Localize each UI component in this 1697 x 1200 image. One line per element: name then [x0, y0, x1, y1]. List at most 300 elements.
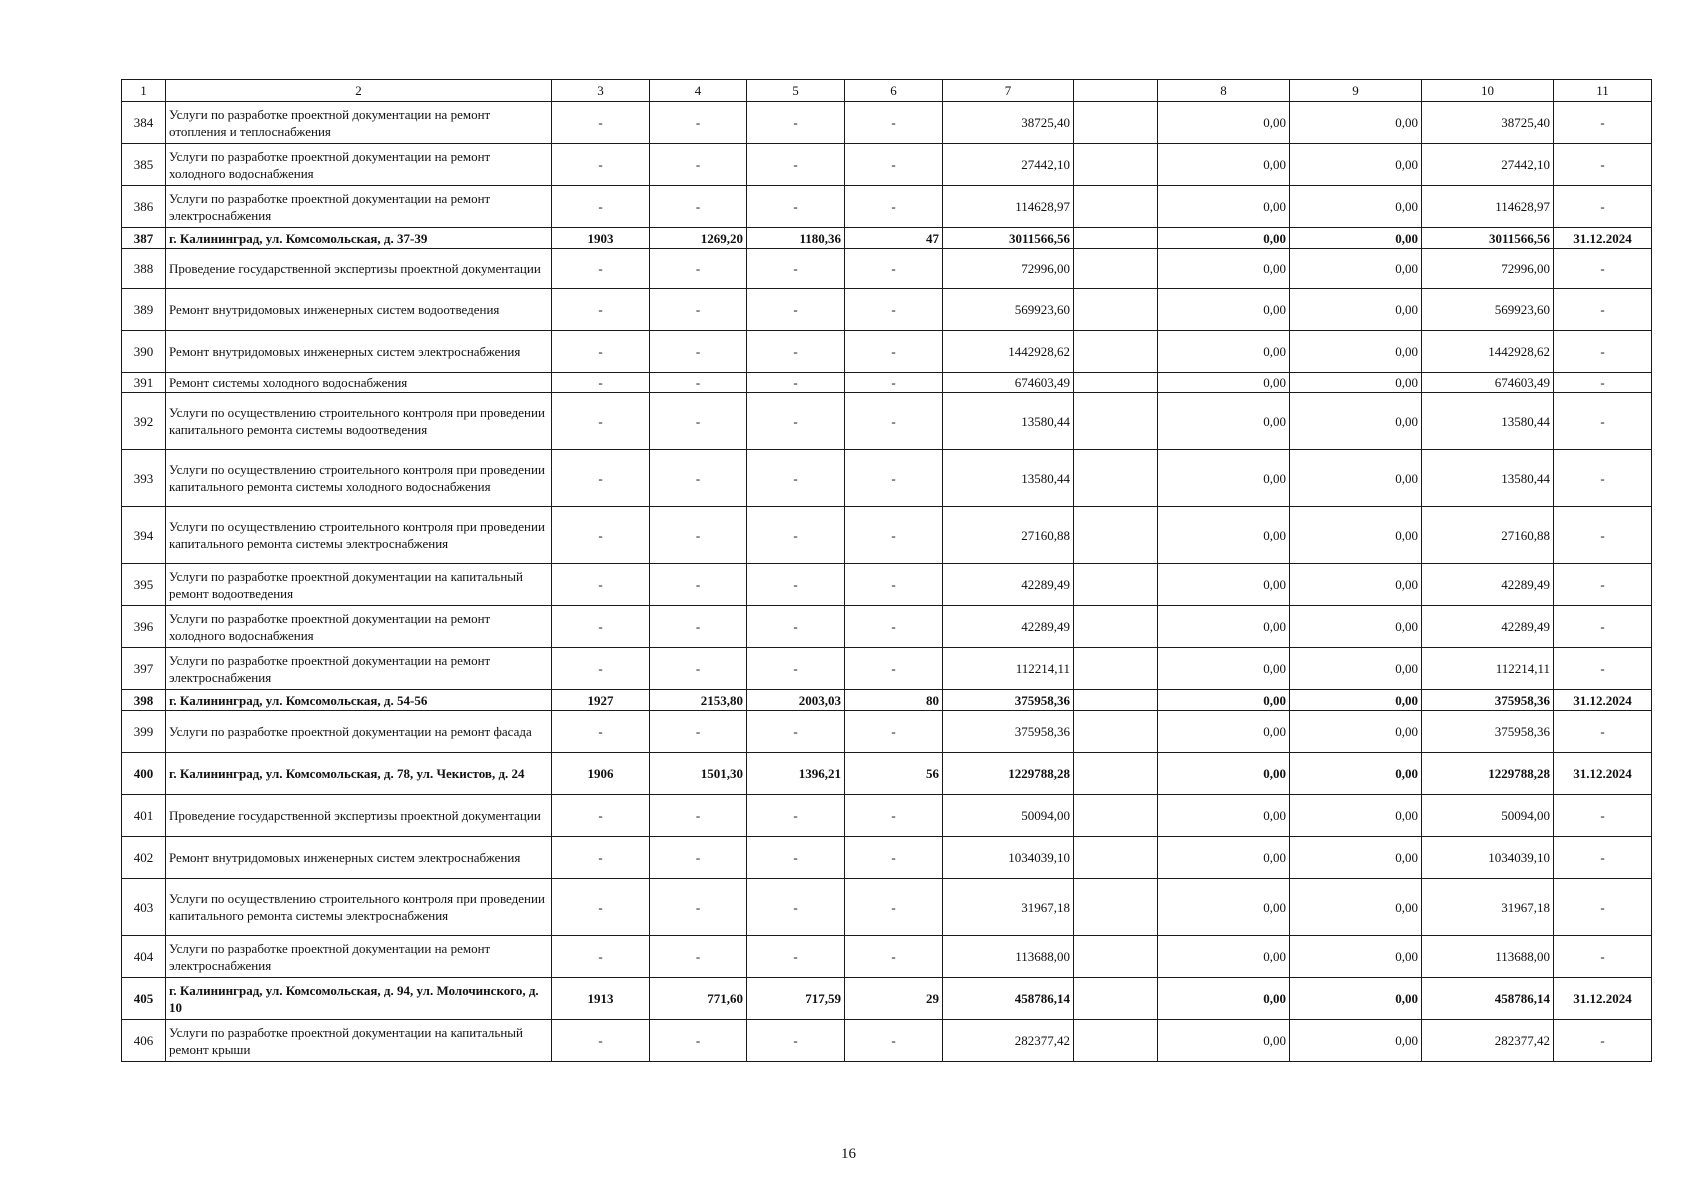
row-name: Услуги по разработке проектной документации на ремонт электроснабжения: [166, 186, 552, 228]
row-residents: -: [845, 606, 943, 648]
row-area-living: -: [747, 606, 845, 648]
row-cost-federal: 0,00: [1158, 753, 1290, 795]
row-deadline: -: [1554, 373, 1652, 393]
row-name: Услуги по разработке проектной документации на капитальный ремонт водоотведения: [166, 564, 552, 606]
row-cost-owners: 38725,40: [1422, 102, 1554, 144]
row-deadline: -: [1554, 289, 1652, 331]
row-cost-regional: 0,00: [1290, 837, 1422, 879]
row-residents: -: [845, 331, 943, 373]
row-cost-regional: 0,00: [1290, 978, 1422, 1020]
header-cell: 3: [552, 80, 650, 102]
row-year: -: [552, 879, 650, 936]
row-name: Ремонт внутридомовых инженерных систем электроснабжения: [166, 331, 552, 373]
row-area-total: 1269,20: [650, 228, 747, 249]
header-cell: 5: [747, 80, 845, 102]
row-number: 397: [122, 648, 166, 690]
row-residents: -: [845, 289, 943, 331]
row-name: Проведение государственной экспертизы проектной документации: [166, 249, 552, 289]
row-residents: 56: [845, 753, 943, 795]
row-area-living: 2003,03: [747, 690, 845, 711]
row-blank: [1074, 936, 1158, 978]
row-name: г. Калининград, ул. Комсомольская, д. 94, ул. Молочинского, д. 10: [166, 978, 552, 1020]
row-blank: [1074, 879, 1158, 936]
row-blank: [1074, 331, 1158, 373]
row-area-total: -: [650, 795, 747, 837]
row-cost-owners: 113688,00: [1422, 936, 1554, 978]
row-blank: [1074, 373, 1158, 393]
row-blank: [1074, 450, 1158, 507]
row-area-total: 771,60: [650, 978, 747, 1020]
row-deadline: -: [1554, 507, 1652, 564]
row-area-living: -: [747, 331, 845, 373]
row-cost-regional: 0,00: [1290, 249, 1422, 289]
row-residents: 47: [845, 228, 943, 249]
header-cell: [1074, 80, 1158, 102]
row-name: Ремонт внутридомовых инженерных систем электроснабжения: [166, 837, 552, 879]
row-cost-owners: 569923,60: [1422, 289, 1554, 331]
row-deadline: 31.12.2024: [1554, 690, 1652, 711]
row-cost-federal: 0,00: [1158, 507, 1290, 564]
row-blank: [1074, 186, 1158, 228]
row-area-living: -: [747, 373, 845, 393]
row-year: -: [552, 393, 650, 450]
row-blank: [1074, 1020, 1158, 1062]
row-area-living: -: [747, 186, 845, 228]
row-residents: -: [845, 936, 943, 978]
row-cost-owners: 72996,00: [1422, 249, 1554, 289]
row-blank: [1074, 102, 1158, 144]
row-deadline: -: [1554, 450, 1652, 507]
row-name: Услуги по осуществлению строительного контроля при проведении капитального ремонта системы водоотведения: [166, 393, 552, 450]
row-area-living: -: [747, 289, 845, 331]
row-deadline: -: [1554, 936, 1652, 978]
row-cost-total: 458786,14: [943, 978, 1074, 1020]
row-blank: [1074, 393, 1158, 450]
table-row: [122, 978, 1652, 1020]
row-area-living: -: [747, 711, 845, 753]
row-cost-federal: 0,00: [1158, 978, 1290, 1020]
row-deadline: -: [1554, 879, 1652, 936]
row-area-total: -: [650, 331, 747, 373]
row-deadline: -: [1554, 837, 1652, 879]
row-residents: -: [845, 711, 943, 753]
row-cost-total: 42289,49: [943, 564, 1074, 606]
row-number: 402: [122, 837, 166, 879]
row-area-total: -: [650, 450, 747, 507]
row-number: 390: [122, 331, 166, 373]
row-number: 393: [122, 450, 166, 507]
page-number: 16: [841, 1146, 856, 1162]
row-number: 387: [122, 228, 166, 249]
row-area-living: -: [747, 393, 845, 450]
row-cost-owners: 42289,49: [1422, 606, 1554, 648]
row-number: 406: [122, 1020, 166, 1062]
row-deadline: 31.12.2024: [1554, 978, 1652, 1020]
row-year: -: [552, 289, 650, 331]
row-blank: [1074, 144, 1158, 186]
row-name: г. Калининград, ул. Комсомольская, д. 37-39: [166, 228, 552, 249]
row-year: -: [552, 711, 650, 753]
row-blank: [1074, 978, 1158, 1020]
row-cost-owners: 3011566,56: [1422, 228, 1554, 249]
row-cost-total: 31967,18: [943, 879, 1074, 936]
row-cost-regional: 0,00: [1290, 753, 1422, 795]
row-cost-regional: 0,00: [1290, 186, 1422, 228]
row-area-total: -: [650, 289, 747, 331]
row-cost-federal: 0,00: [1158, 186, 1290, 228]
row-name: Услуги по осуществлению строительного контроля при проведении капитального ремонта системы холодного водоснабжения: [166, 450, 552, 507]
row-area-living: -: [747, 102, 845, 144]
row-cost-total: 282377,42: [943, 1020, 1074, 1062]
row-number: 396: [122, 606, 166, 648]
row-residents: -: [845, 186, 943, 228]
table-row: [122, 795, 1652, 837]
row-cost-total: 674603,49: [943, 373, 1074, 393]
row-deadline: -: [1554, 711, 1652, 753]
row-year: -: [552, 837, 650, 879]
table-row: [122, 936, 1652, 978]
row-cost-owners: 27442,10: [1422, 144, 1554, 186]
row-cost-regional: 0,00: [1290, 690, 1422, 711]
row-cost-regional: 0,00: [1290, 144, 1422, 186]
row-number: 401: [122, 795, 166, 837]
row-cost-federal: 0,00: [1158, 936, 1290, 978]
row-blank: [1074, 249, 1158, 289]
row-name: Проведение государственной экспертизы проектной документации: [166, 795, 552, 837]
row-cost-total: 114628,97: [943, 186, 1074, 228]
row-cost-regional: 0,00: [1290, 879, 1422, 936]
row-area-living: -: [747, 507, 845, 564]
table-row: [122, 331, 1652, 373]
header-cell: 9: [1290, 80, 1422, 102]
row-deadline: -: [1554, 249, 1652, 289]
row-number: 404: [122, 936, 166, 978]
row-cost-owners: 282377,42: [1422, 1020, 1554, 1062]
row-cost-regional: 0,00: [1290, 289, 1422, 331]
row-residents: -: [845, 507, 943, 564]
row-name: Услуги по разработке проектной документации на ремонт холодного водоснабжения: [166, 606, 552, 648]
row-year: -: [552, 606, 650, 648]
table-row: [122, 289, 1652, 331]
row-area-living: -: [747, 879, 845, 936]
row-year: -: [552, 144, 650, 186]
row-cost-federal: 0,00: [1158, 837, 1290, 879]
row-area-living: -: [747, 795, 845, 837]
row-year: -: [552, 373, 650, 393]
row-blank: [1074, 289, 1158, 331]
row-deadline: -: [1554, 564, 1652, 606]
row-cost-owners: 375958,36: [1422, 690, 1554, 711]
row-area-total: 1501,30: [650, 753, 747, 795]
row-residents: -: [845, 393, 943, 450]
table-row: [122, 1020, 1652, 1062]
row-blank: [1074, 606, 1158, 648]
table-row: [122, 690, 1652, 711]
row-residents: -: [845, 795, 943, 837]
row-cost-total: 27442,10: [943, 144, 1074, 186]
row-area-living: -: [747, 1020, 845, 1062]
row-residents: -: [845, 102, 943, 144]
row-cost-total: 38725,40: [943, 102, 1074, 144]
table-row: [122, 102, 1652, 144]
row-cost-regional: 0,00: [1290, 564, 1422, 606]
row-cost-federal: 0,00: [1158, 228, 1290, 249]
row-area-total: -: [650, 144, 747, 186]
row-cost-owners: 458786,14: [1422, 978, 1554, 1020]
row-residents: -: [845, 1020, 943, 1062]
row-cost-total: 50094,00: [943, 795, 1074, 837]
table-body: [122, 80, 1652, 1062]
row-deadline: -: [1554, 393, 1652, 450]
row-area-living: 717,59: [747, 978, 845, 1020]
row-number: 384: [122, 102, 166, 144]
table-row: [122, 373, 1652, 393]
row-area-living: 1180,36: [747, 228, 845, 249]
row-area-living: -: [747, 837, 845, 879]
row-cost-regional: 0,00: [1290, 711, 1422, 753]
row-year: -: [552, 795, 650, 837]
row-area-living: -: [747, 144, 845, 186]
row-cost-owners: 114628,97: [1422, 186, 1554, 228]
row-residents: -: [845, 837, 943, 879]
table-row: [122, 450, 1652, 507]
table-row: [122, 753, 1652, 795]
row-area-total: -: [650, 373, 747, 393]
row-cost-regional: 0,00: [1290, 606, 1422, 648]
row-cost-regional: 0,00: [1290, 102, 1422, 144]
row-name: Услуги по осуществлению строительного контроля при проведении капитального ремонта системы электроснабжения: [166, 879, 552, 936]
row-residents: 80: [845, 690, 943, 711]
table-row: [122, 228, 1652, 249]
row-area-living: -: [747, 564, 845, 606]
row-number: 392: [122, 393, 166, 450]
row-year: -: [552, 564, 650, 606]
row-year: -: [552, 507, 650, 564]
row-blank: [1074, 711, 1158, 753]
row-area-living: -: [747, 936, 845, 978]
header-cell: 1: [122, 80, 166, 102]
row-cost-owners: 31967,18: [1422, 879, 1554, 936]
row-name: Услуги по разработке проектной документации на ремонт электроснабжения: [166, 648, 552, 690]
row-cost-regional: 0,00: [1290, 373, 1422, 393]
table-row: [122, 879, 1652, 936]
row-area-total: -: [650, 648, 747, 690]
row-cost-owners: 1229788,28: [1422, 753, 1554, 795]
row-area-total: -: [650, 1020, 747, 1062]
row-cost-total: 13580,44: [943, 450, 1074, 507]
row-cost-owners: 1034039,10: [1422, 837, 1554, 879]
row-number: 403: [122, 879, 166, 936]
row-area-living: -: [747, 648, 845, 690]
row-residents: -: [845, 450, 943, 507]
row-cost-total: 1229788,28: [943, 753, 1074, 795]
row-blank: [1074, 564, 1158, 606]
row-blank: [1074, 507, 1158, 564]
row-cost-owners: 13580,44: [1422, 393, 1554, 450]
row-year: -: [552, 102, 650, 144]
row-cost-federal: 0,00: [1158, 879, 1290, 936]
row-area-total: -: [650, 102, 747, 144]
row-year: -: [552, 186, 650, 228]
row-cost-total: 375958,36: [943, 711, 1074, 753]
row-area-total: -: [650, 837, 747, 879]
row-blank: [1074, 228, 1158, 249]
row-name: Услуги по разработке проектной документации на капитальный ремонт крыши: [166, 1020, 552, 1062]
row-name: г. Калининград, ул. Комсомольская, д. 78, ул. Чекистов, д. 24: [166, 753, 552, 795]
row-name: Ремонт системы холодного водоснабжения: [166, 373, 552, 393]
row-area-total: -: [650, 936, 747, 978]
row-area-living: -: [747, 450, 845, 507]
row-year: 1913: [552, 978, 650, 1020]
row-cost-federal: 0,00: [1158, 331, 1290, 373]
works-table: [121, 79, 1652, 1062]
row-deadline: -: [1554, 606, 1652, 648]
row-number: 399: [122, 711, 166, 753]
table-row: [122, 711, 1652, 753]
row-area-living: -: [747, 249, 845, 289]
row-cost-total: 112214,11: [943, 648, 1074, 690]
row-deadline: -: [1554, 144, 1652, 186]
row-cost-owners: 674603,49: [1422, 373, 1554, 393]
table-row: [122, 564, 1652, 606]
row-cost-total: 1442928,62: [943, 331, 1074, 373]
row-year: -: [552, 936, 650, 978]
row-cost-owners: 50094,00: [1422, 795, 1554, 837]
row-blank: [1074, 753, 1158, 795]
row-residents: -: [845, 249, 943, 289]
row-cost-owners: 375958,36: [1422, 711, 1554, 753]
row-deadline: -: [1554, 186, 1652, 228]
row-number: 394: [122, 507, 166, 564]
row-cost-federal: 0,00: [1158, 711, 1290, 753]
row-area-total: -: [650, 711, 747, 753]
row-cost-regional: 0,00: [1290, 331, 1422, 373]
table-row: [122, 393, 1652, 450]
header-cell: 4: [650, 80, 747, 102]
row-year: 1906: [552, 753, 650, 795]
column-number-row: [122, 80, 1652, 102]
row-deadline: -: [1554, 331, 1652, 373]
row-number: 398: [122, 690, 166, 711]
header-cell: 11: [1554, 80, 1652, 102]
row-year: -: [552, 249, 650, 289]
row-area-total: -: [650, 249, 747, 289]
row-number: 400: [122, 753, 166, 795]
row-deadline: -: [1554, 648, 1652, 690]
row-number: 395: [122, 564, 166, 606]
row-cost-federal: 0,00: [1158, 450, 1290, 507]
row-deadline: -: [1554, 795, 1652, 837]
row-deadline: -: [1554, 1020, 1652, 1062]
header-cell: 8: [1158, 80, 1290, 102]
row-blank: [1074, 837, 1158, 879]
row-residents: -: [845, 144, 943, 186]
row-cost-regional: 0,00: [1290, 1020, 1422, 1062]
row-cost-regional: 0,00: [1290, 648, 1422, 690]
row-area-total: -: [650, 186, 747, 228]
row-cost-federal: 0,00: [1158, 289, 1290, 331]
row-cost-owners: 112214,11: [1422, 648, 1554, 690]
row-cost-owners: 1442928,62: [1422, 331, 1554, 373]
row-year: 1927: [552, 690, 650, 711]
row-cost-total: 13580,44: [943, 393, 1074, 450]
row-year: -: [552, 450, 650, 507]
row-cost-total: 375958,36: [943, 690, 1074, 711]
row-cost-federal: 0,00: [1158, 1020, 1290, 1062]
row-area-total: 2153,80: [650, 690, 747, 711]
table-row: [122, 606, 1652, 648]
row-name: г. Калининград, ул. Комсомольская, д. 54-56: [166, 690, 552, 711]
row-cost-federal: 0,00: [1158, 648, 1290, 690]
row-name: Услуги по осуществлению строительного контроля при проведении капитального ремонта системы электроснабжения: [166, 507, 552, 564]
row-area-total: -: [650, 507, 747, 564]
row-cost-federal: 0,00: [1158, 102, 1290, 144]
row-cost-federal: 0,00: [1158, 606, 1290, 648]
row-cost-owners: 42289,49: [1422, 564, 1554, 606]
table-row: [122, 249, 1652, 289]
row-number: 405: [122, 978, 166, 1020]
row-residents: 29: [845, 978, 943, 1020]
row-cost-federal: 0,00: [1158, 564, 1290, 606]
row-name: Ремонт внутридомовых инженерных систем водоотведения: [166, 289, 552, 331]
row-cost-total: 113688,00: [943, 936, 1074, 978]
row-cost-federal: 0,00: [1158, 249, 1290, 289]
row-area-total: -: [650, 879, 747, 936]
row-number: 386: [122, 186, 166, 228]
row-year: -: [552, 648, 650, 690]
row-cost-total: 1034039,10: [943, 837, 1074, 879]
table-row: [122, 837, 1652, 879]
table-row: [122, 144, 1652, 186]
row-area-living: 1396,21: [747, 753, 845, 795]
row-blank: [1074, 690, 1158, 711]
row-name: Услуги по разработке проектной документации на ремонт холодного водоснабжения: [166, 144, 552, 186]
row-cost-total: 569923,60: [943, 289, 1074, 331]
row-cost-regional: 0,00: [1290, 450, 1422, 507]
row-cost-regional: 0,00: [1290, 507, 1422, 564]
row-area-total: -: [650, 564, 747, 606]
row-cost-regional: 0,00: [1290, 393, 1422, 450]
row-residents: -: [845, 373, 943, 393]
row-cost-federal: 0,00: [1158, 795, 1290, 837]
row-year: 1903: [552, 228, 650, 249]
row-residents: -: [845, 879, 943, 936]
table-row: [122, 507, 1652, 564]
row-deadline: 31.12.2024: [1554, 753, 1652, 795]
row-number: 388: [122, 249, 166, 289]
row-cost-federal: 0,00: [1158, 393, 1290, 450]
row-year: -: [552, 331, 650, 373]
row-area-total: -: [650, 393, 747, 450]
header-cell: 2: [166, 80, 552, 102]
row-deadline: 31.12.2024: [1554, 228, 1652, 249]
row-number: 391: [122, 373, 166, 393]
header-cell: 6: [845, 80, 943, 102]
table-row: [122, 186, 1652, 228]
row-cost-federal: 0,00: [1158, 373, 1290, 393]
row-residents: -: [845, 564, 943, 606]
row-name: Услуги по разработке проектной документации на ремонт отопления и теплоснабжения: [166, 102, 552, 144]
header-cell: 7: [943, 80, 1074, 102]
row-area-total: -: [650, 606, 747, 648]
row-name: Услуги по разработке проектной документации на ремонт электроснабжения: [166, 936, 552, 978]
row-blank: [1074, 795, 1158, 837]
table-row: [122, 648, 1652, 690]
row-residents: -: [845, 648, 943, 690]
row-number: 389: [122, 289, 166, 331]
row-cost-total: 42289,49: [943, 606, 1074, 648]
row-deadline: -: [1554, 102, 1652, 144]
